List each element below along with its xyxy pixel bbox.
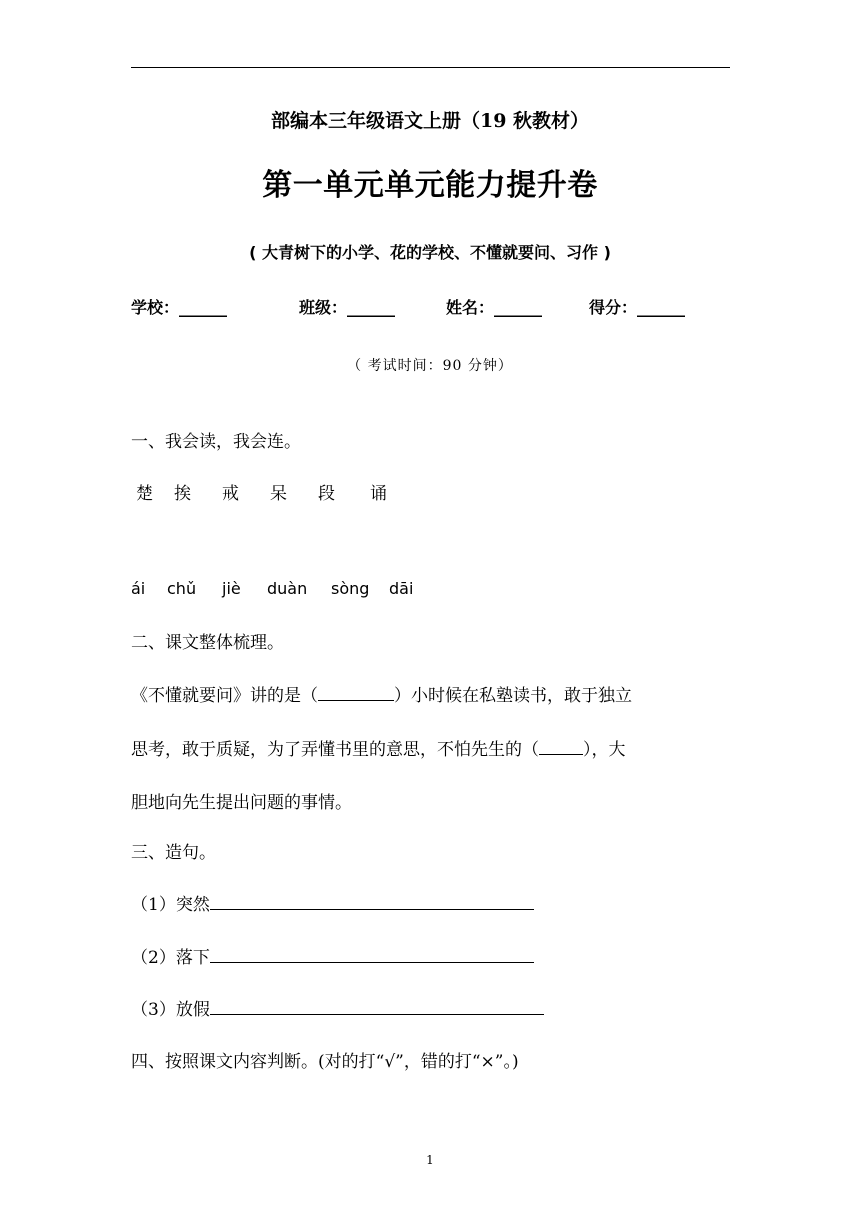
- info-label: 学校：: [131, 298, 180, 317]
- sentence-item-3: [131, 995, 544, 1020]
- text-segment: 《不懂就要问》讲的是（: [131, 686, 318, 706]
- exam-scope: ( 大青树下的小学、花的学校、不懂就要问、习作 ): [249, 243, 611, 262]
- info-field-school: [131, 295, 227, 318]
- pinyin-item: dāi: [389, 579, 414, 598]
- info-label: 班级：: [299, 298, 348, 317]
- character-item: 挨: [174, 484, 191, 504]
- character-item: 呆: [270, 484, 287, 504]
- answer-blank: [210, 946, 534, 963]
- info-field-score: [589, 295, 685, 318]
- exam-time: （ 考试时间：90 分钟）: [347, 358, 513, 374]
- sentence-item-1: [131, 890, 534, 915]
- info-blank: ______: [637, 298, 686, 317]
- sentence-label: （2）落下: [131, 948, 210, 968]
- info-label: 姓名：: [446, 298, 495, 317]
- character-item: 戒: [222, 484, 239, 504]
- section4-heading: 四、按照课文内容判断。(对的打“√”，错的打“×”。): [131, 1052, 519, 1072]
- info-field-class: [299, 295, 395, 318]
- page-number: 1: [426, 1153, 434, 1167]
- info-blank: ______: [494, 298, 543, 317]
- text-segment: 思考，敢于质疑，为了弄懂书里的意思，不怕先生的（: [131, 740, 539, 760]
- pinyin-item: ái: [131, 579, 146, 598]
- answer-blank: [539, 738, 583, 755]
- sentence-label: （1）突然: [131, 895, 210, 915]
- answer-blank: [210, 998, 544, 1015]
- section2-heading: 二、课文整体梳理。: [131, 633, 284, 653]
- summary-line-1: [131, 681, 632, 706]
- sentence-item-2: [131, 943, 534, 968]
- info-label: 得分：: [589, 298, 638, 317]
- pinyin-item: chǔ: [167, 579, 197, 598]
- pinyin-item: sòng: [331, 579, 370, 598]
- answer-blank: [318, 684, 394, 701]
- pinyin-item: duàn: [267, 579, 308, 598]
- character-item: 诵: [370, 484, 387, 504]
- summary-line-3: 胆地向先生提出问题的事情。: [131, 793, 352, 813]
- info-blank: ______: [347, 298, 396, 317]
- pinyin-item: jiè: [222, 579, 241, 598]
- answer-blank: [210, 893, 534, 910]
- sentence-label: （3）放假: [131, 1000, 210, 1020]
- text-segment: ），大: [583, 740, 626, 760]
- text-segment: ）小时候在私塾读书，敢于独立: [394, 686, 632, 706]
- character-item: 楚: [136, 484, 153, 504]
- document-title: 第一单元单元能力提升卷: [262, 168, 598, 203]
- section1-heading: 一、我会读，我会连。: [131, 432, 301, 452]
- summary-line-2: [131, 735, 626, 760]
- section3-heading: 三、造句。: [131, 843, 216, 863]
- info-field-name: [446, 295, 542, 318]
- document-subtitle: 部编本三年级语文上册（19 秋教材）: [270, 110, 590, 132]
- header-rule: [131, 67, 730, 68]
- character-item: 段: [318, 484, 335, 504]
- info-blank: ______: [179, 298, 228, 317]
